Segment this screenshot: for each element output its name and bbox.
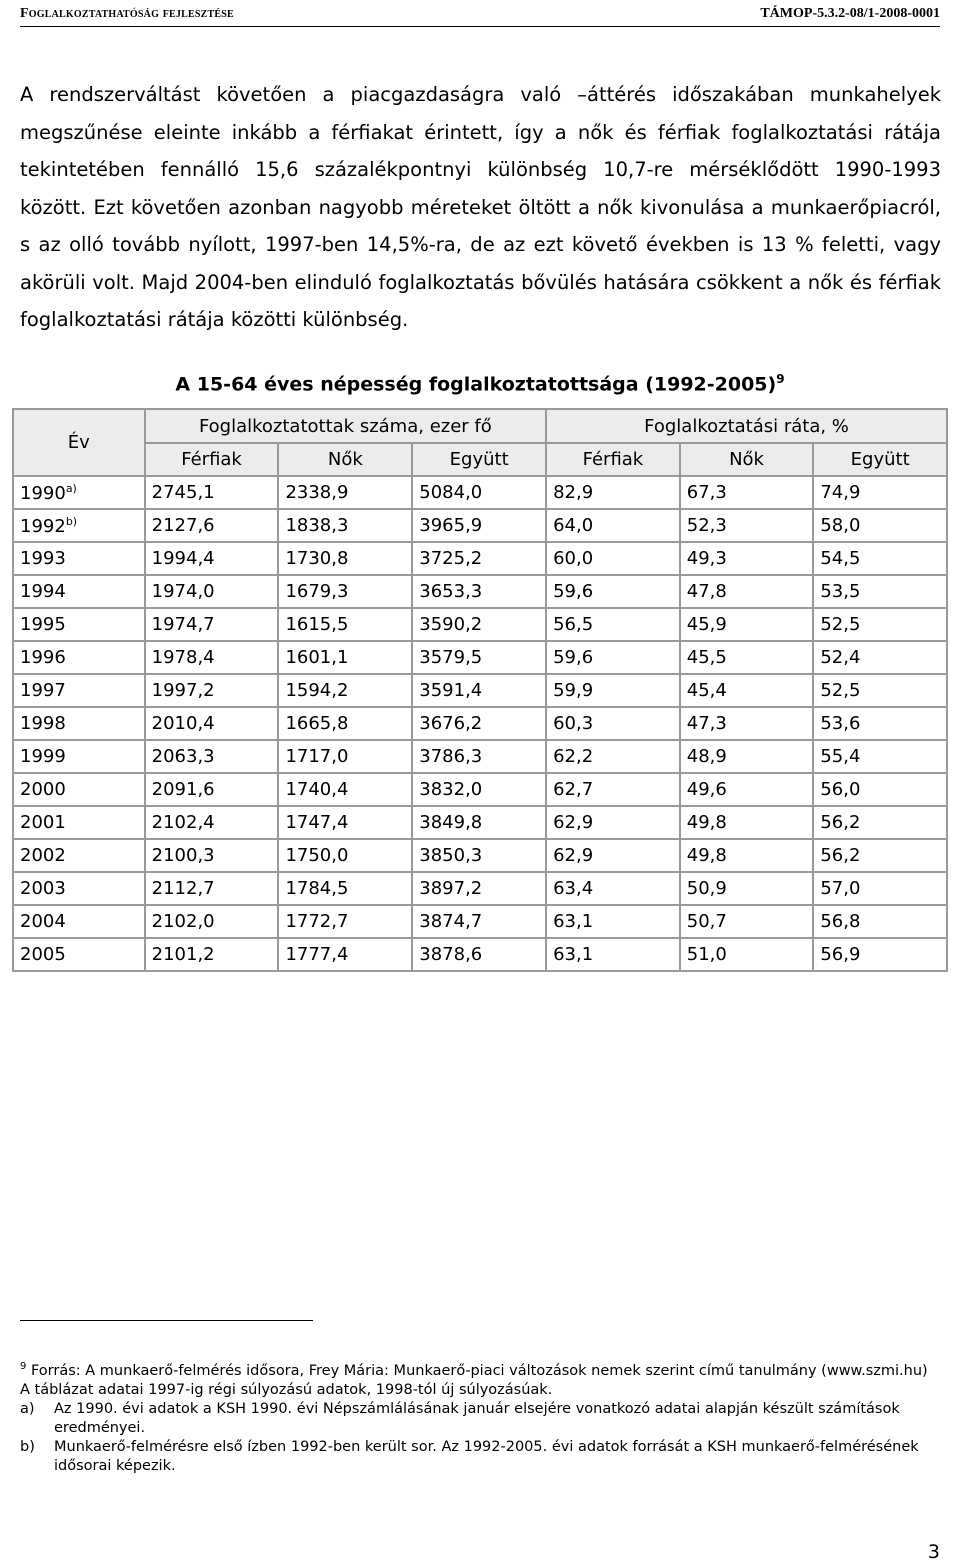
footnote-9-mark: 9 (20, 1361, 27, 1372)
table-header-row-1 (13, 409, 947, 443)
cell-value: 56,2 (813, 806, 947, 839)
cell-value: 49,3 (680, 542, 814, 575)
footnote-divider (20, 1320, 313, 1321)
cell-value: 2127,6 (145, 509, 279, 542)
cell-value: 56,2 (813, 839, 947, 872)
cell-value: 1997,2 (145, 674, 279, 707)
cell-value: 64,0 (546, 509, 680, 542)
footnote-weighting: A táblázat adatai 1997-ig régi súlyozású adatok, 1998-tól új súlyozásúak. (20, 1381, 553, 1398)
header-project-code: TÁMOP-5.3.2-08/1-2008-0001 (760, 6, 940, 21)
cell-value: 56,5 (546, 608, 680, 641)
cell-value: 50,9 (680, 872, 814, 905)
cell-value: 3878,6 (412, 938, 546, 971)
table-row (13, 509, 947, 542)
cell-value: 50,7 (680, 905, 814, 938)
table-row (13, 938, 947, 971)
table-row (13, 575, 947, 608)
cell-value: 2101,2 (145, 938, 279, 971)
cell-value: 1974,0 (145, 575, 279, 608)
cell-value: 3832,0 (412, 773, 546, 806)
col-header-rate-men: Férfiak (546, 443, 680, 476)
col-header-employed-women: Nők (278, 443, 412, 476)
cell-value: 1615,5 (278, 608, 412, 641)
table-row (13, 608, 947, 641)
cell-value: 1594,2 (278, 674, 412, 707)
cell-value: 3849,8 (412, 806, 546, 839)
cell-year-text: 1998 (20, 713, 66, 734)
cell-value: 62,9 (546, 839, 680, 872)
cell-value: 3676,2 (412, 707, 546, 740)
cell-value: 48,9 (680, 740, 814, 773)
table-row (13, 905, 947, 938)
footnote-b (20, 1438, 941, 1476)
cell-value: 2102,4 (145, 806, 279, 839)
cell-value: 82,9 (546, 476, 680, 509)
footnotes (20, 1357, 941, 1476)
cell-value: 45,4 (680, 674, 814, 707)
cell-value: 49,6 (680, 773, 814, 806)
table-row (13, 773, 947, 806)
table-header-row-2 (13, 443, 947, 476)
cell-value: 1601,1 (278, 641, 412, 674)
cell-value: 63,1 (546, 905, 680, 938)
cell-year (13, 839, 145, 872)
cell-value: 2100,3 (145, 839, 279, 872)
cell-value: 3786,3 (412, 740, 546, 773)
cell-year (13, 575, 145, 608)
cell-year (13, 674, 145, 707)
col-group-employed: Foglalkoztatottak száma, ezer fő (145, 409, 546, 443)
cell-value: 2112,7 (145, 872, 279, 905)
cell-value: 45,9 (680, 608, 814, 641)
col-header-rate-total: Együtt (813, 443, 947, 476)
cell-year (13, 773, 145, 806)
cell-value: 60,3 (546, 707, 680, 740)
cell-value: 3590,2 (412, 608, 546, 641)
cell-value: 1747,4 (278, 806, 412, 839)
cell-value: 49,8 (680, 806, 814, 839)
col-header-employed-total: Együtt (412, 443, 546, 476)
col-group-rate: Foglalkoztatási ráta, % (546, 409, 947, 443)
cell-year-text: 2005 (20, 944, 66, 965)
table-title-footnote-ref: 9 (776, 372, 785, 386)
cell-year (13, 707, 145, 740)
table-row (13, 641, 947, 674)
cell-value: 1679,3 (278, 575, 412, 608)
cell-value: 3850,3 (412, 839, 546, 872)
cell-value: 59,6 (546, 575, 680, 608)
cell-value: 1740,4 (278, 773, 412, 806)
table-title (0, 372, 960, 395)
cell-year-text: 1990 (20, 482, 66, 504)
col-header-employed-men: Férfiak (145, 443, 279, 476)
cell-year (13, 641, 145, 674)
employment-table (12, 408, 948, 972)
table-row (13, 872, 947, 905)
cell-value: 1838,3 (278, 509, 412, 542)
cell-year (13, 608, 145, 641)
header-divider (20, 26, 940, 27)
cell-value: 62,9 (546, 806, 680, 839)
page-number: 3 (927, 1541, 940, 1563)
cell-value: 63,4 (546, 872, 680, 905)
footnote-9 (20, 1357, 941, 1381)
cell-year (13, 905, 145, 938)
col-header-rate-women: Nők (680, 443, 814, 476)
cell-year (13, 476, 145, 509)
cell-value: 53,6 (813, 707, 947, 740)
cell-value: 1974,7 (145, 608, 279, 641)
table-row (13, 839, 947, 872)
cell-value: 2063,3 (145, 740, 279, 773)
table-title-text: A 15-64 éves népesség foglalkoztatottsága (1992-2005) (175, 373, 777, 396)
footnote-9-text: Forrás: A munkaerő-felmérés idősora, Frey Mária: Munkaerő-piaci változások nemek szerint című tanulmány (www.szmi.hu) (30, 1362, 928, 1379)
cell-value: 2091,6 (145, 773, 279, 806)
cell-value: 1772,7 (278, 905, 412, 938)
footnote-a-label: a) (20, 1400, 35, 1417)
cell-year-text: 1999 (20, 746, 66, 767)
cell-value: 53,5 (813, 575, 947, 608)
footnote-b-label: b) (20, 1438, 35, 1455)
footnote-a (20, 1400, 941, 1438)
cell-value: 60,0 (546, 542, 680, 575)
cell-year-text: 2004 (20, 911, 66, 932)
cell-year (13, 806, 145, 839)
cell-value: 3591,4 (412, 674, 546, 707)
cell-year-text: 1993 (20, 548, 66, 569)
body-paragraph: A rendszerváltást követően a piacgazdaságra való –áttérés időszakában munkahelyek megszűnése eleinte inkább a férfiakat érintett, így a nők és férfiak foglalkoztatási rátája tekintetében fennálló 15,6 százalékpontnyi különbség 10,7-re mérséklődött 1990-1993 között. Ezt követően azonban nagyobb méreteket öltött a nők kivonulása a munkaerőpiacról, s az olló tovább nyílott, 1997-ben 14,5%-ra, de az ezt követő években is 13 % feletti, vagy akörüli volt. Majd 2004-ben elinduló foglalkoztatás bővülés hatására csökkent a nők és férfiak foglalkoztatási rátája közötti különbség. (20, 83, 941, 331)
cell-year (13, 542, 145, 575)
cell-value: 56,0 (813, 773, 947, 806)
cell-value: 3725,2 (412, 542, 546, 575)
cell-value: 74,9 (813, 476, 947, 509)
table-row (13, 740, 947, 773)
cell-value: 2010,4 (145, 707, 279, 740)
cell-value: 47,8 (680, 575, 814, 608)
cell-value: 45,5 (680, 641, 814, 674)
table-row (13, 806, 947, 839)
header-title: Foglalkoztathatóság fejlesztése (20, 6, 234, 21)
cell-value: 5084,0 (412, 476, 546, 509)
cell-value: 63,1 (546, 938, 680, 971)
cell-value: 1777,4 (278, 938, 412, 971)
cell-value: 62,2 (546, 740, 680, 773)
cell-value: 62,7 (546, 773, 680, 806)
cell-value: 52,5 (813, 608, 947, 641)
cell-value: 54,5 (813, 542, 947, 575)
cell-value: 67,3 (680, 476, 814, 509)
cell-value: 55,4 (813, 740, 947, 773)
cell-value: 47,3 (680, 707, 814, 740)
cell-year-text: 2003 (20, 878, 66, 899)
table-row (13, 707, 947, 740)
col-header-year: Év (13, 409, 145, 476)
cell-value: 2338,9 (278, 476, 412, 509)
cell-year-note: a) (65, 481, 77, 495)
cell-value: 1994,4 (145, 542, 279, 575)
cell-value: 49,8 (680, 839, 814, 872)
cell-value: 57,0 (813, 872, 947, 905)
cell-value: 52,5 (813, 674, 947, 707)
cell-value: 1784,5 (278, 872, 412, 905)
page-header (20, 2, 940, 26)
cell-year (13, 872, 145, 905)
cell-value: 3579,5 (412, 641, 546, 674)
cell-value: 3965,9 (412, 509, 546, 542)
cell-value: 59,9 (546, 674, 680, 707)
cell-year (13, 938, 145, 971)
cell-value: 1665,8 (278, 707, 412, 740)
table-row (13, 542, 947, 575)
cell-year (13, 740, 145, 773)
cell-year-text: 1994 (20, 581, 66, 602)
cell-value: 2745,1 (145, 476, 279, 509)
cell-value: 3874,7 (412, 905, 546, 938)
cell-value: 1978,4 (145, 641, 279, 674)
cell-value: 2102,0 (145, 905, 279, 938)
cell-value: 1730,8 (278, 542, 412, 575)
cell-value: 52,4 (813, 641, 947, 674)
cell-year-note: b) (65, 514, 78, 528)
cell-year-text: 1992 (20, 515, 66, 537)
cell-value: 3897,2 (412, 872, 546, 905)
cell-year-text: 2002 (20, 845, 66, 866)
cell-value: 56,8 (813, 905, 947, 938)
cell-year-text: 1995 (20, 614, 66, 635)
cell-year-text: 1997 (20, 680, 66, 701)
cell-value: 1717,0 (278, 740, 412, 773)
cell-year (13, 509, 145, 542)
cell-value: 58,0 (813, 509, 947, 542)
cell-value: 51,0 (680, 938, 814, 971)
cell-value: 56,9 (813, 938, 947, 971)
cell-year-text: 2001 (20, 812, 66, 833)
cell-year-text: 2000 (20, 779, 66, 800)
cell-value: 1750,0 (278, 839, 412, 872)
cell-value: 52,3 (680, 509, 814, 542)
table-row (13, 476, 947, 509)
cell-value: 3653,3 (412, 575, 546, 608)
footnote-b-text: Munkaerő-felmérésre első ízben 1992-ben került sor. Az 1992-2005. évi adatok forrását a KSH munkaerő-felmérésének idősorai képezik. (54, 1438, 919, 1474)
cell-value: 59,6 (546, 641, 680, 674)
table-row (13, 674, 947, 707)
cell-year-text: 1996 (20, 647, 66, 668)
footnote-a-text: Az 1990. évi adatok a KSH 1990. évi Népszámlálásának január elsejére vonatkozó adatai alapján készült számítások eredményei. (54, 1400, 900, 1436)
